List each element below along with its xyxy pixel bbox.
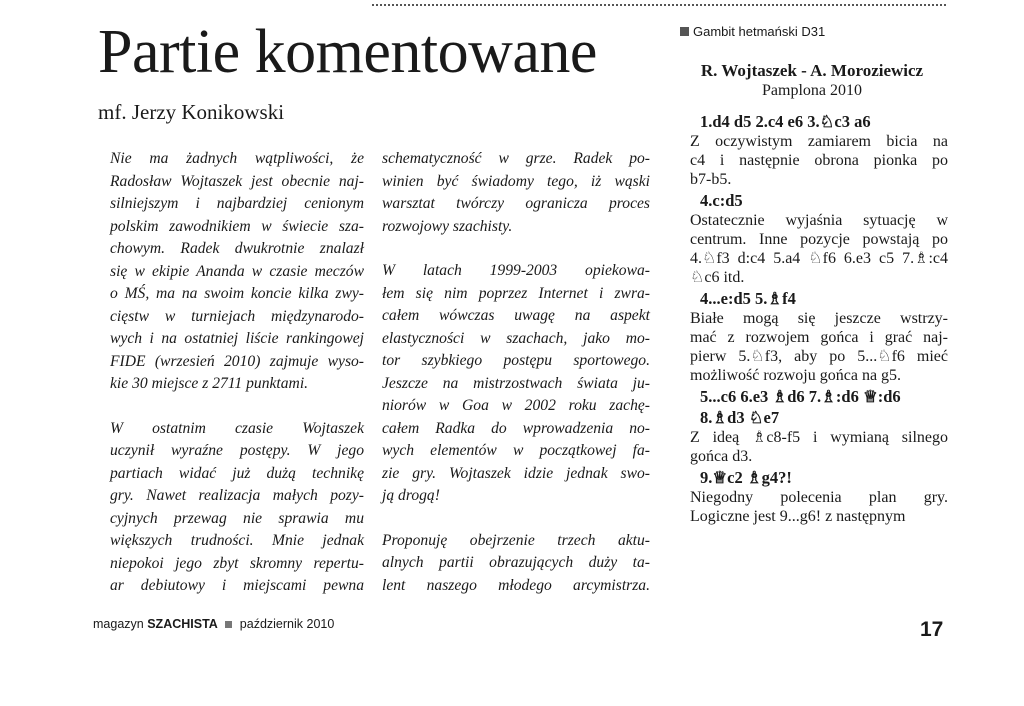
move-comment xyxy=(690,428,948,466)
text-line: Proponuję obejrzenie trzech aktu- xyxy=(382,531,650,549)
column-2-paragraph-1 xyxy=(382,148,650,238)
text-line: chowym. Radek dwukrotnie znalazł xyxy=(110,240,364,257)
move-notation: 4...e:d5 5.♗f4 xyxy=(700,289,796,308)
text-line: Radosław Wojtaszek jest obecnie naj- xyxy=(110,172,364,190)
move-comment xyxy=(690,309,948,385)
text-line: elastyczności w szachach, jako mo- xyxy=(382,329,650,347)
footer-magazine-name: SZACHISTA xyxy=(147,617,218,631)
article-title: Partie komentowane xyxy=(98,18,597,86)
game-event: Pamplona 2010 xyxy=(762,82,862,99)
comment-line: centrum. Inne pozycje powstają po xyxy=(690,231,948,248)
text-line: się w ekipie Ananda w czasie meczów xyxy=(110,262,364,280)
text-line: polskim zawodnikiem w świecie sza- xyxy=(110,217,364,235)
text-line: tor szybkiego postępu sportowego. xyxy=(382,352,650,369)
text-line: partiach widać już dużą technikę xyxy=(110,464,364,482)
comment-line: c4 i następnie obrona pionka po xyxy=(690,152,948,169)
text-line: silniejszym i najbardziej cenionym xyxy=(110,195,364,212)
comment-line: Ostatecznie wyjaśnia sytuację w xyxy=(690,212,948,229)
text-line: wych elementów w początkowej fa- xyxy=(382,442,650,459)
move-notation: 5...c6 6.e3 ♗d6 7.♗:d6 ♕:d6 xyxy=(700,387,901,406)
comment-line: Z ideą ♗c8-f5 i wymianą silnego xyxy=(690,429,948,446)
comment-line: mać z rozwojem gońca i grać naj- xyxy=(690,329,948,346)
comment-line: pierw 5.♘f3, aby po 5...♘f6 mieć xyxy=(690,348,948,365)
footer-issue: październik 2010 xyxy=(239,617,335,631)
move-notation: 8.♗d3 ♘e7 xyxy=(700,408,780,427)
top-dotted-rule xyxy=(372,4,946,6)
text-line: FIDE (wrzesień 2010) zajmuje wyso- xyxy=(110,352,364,370)
square-bullet-icon xyxy=(225,621,232,628)
text-line: cięstw w turniejach międzynarodo- xyxy=(110,307,364,325)
move-list xyxy=(676,112,948,526)
text-line: łem się nim poprzez Internet i zwra- xyxy=(382,284,650,302)
comment-line: możliwość rozwoju gońca na g5. xyxy=(690,367,902,384)
move-comment xyxy=(690,211,948,287)
comment-line: ♘c6 itd. xyxy=(690,269,745,286)
text-line: kie 30 miejsce z 2711 punktami. xyxy=(110,375,309,392)
game-players: R. Wojtaszek - A. Moroziewicz xyxy=(700,61,924,80)
column-1-paragraph-2 xyxy=(110,418,364,598)
comment-line: Niegodny polecenia plan gry. xyxy=(690,489,948,506)
text-line: większych trudności. Mnie jednak xyxy=(110,532,364,549)
column-2-paragraph-3 xyxy=(382,530,650,598)
move-comment xyxy=(690,488,948,526)
column-1 xyxy=(110,148,364,598)
text-line: całem Radka do wprowadzenia no- xyxy=(382,419,650,437)
comment-line: Logiczne jest 9...g6! z następnym xyxy=(690,508,906,525)
text-line: niorów w Goa w 2002 roku zachę- xyxy=(382,397,650,414)
text-line: wych i na ostatniej liście rankingowej xyxy=(110,330,364,347)
column-1-paragraph-1 xyxy=(110,148,364,396)
text-line: o MŚ, ma na swoim koncie kilka zwy- xyxy=(110,285,364,302)
comment-line: Z oczywistym zamiarem bicia na xyxy=(690,133,948,150)
move-notation: 9.♕c2 ♗g4?! xyxy=(700,468,792,487)
comment-line: 4.♘f3 d:c4 5.a4 ♘f6 6.e3 c5 7.♗:c4 xyxy=(690,250,948,267)
text-line: warsztat twórczy ogranicza proces xyxy=(382,195,650,212)
text-line: W ostatnim czasie Wojtaszek xyxy=(110,419,364,437)
text-line: rozwojowy szachisty. xyxy=(382,217,513,235)
text-line: W latach 1999-2003 opiekowa- xyxy=(382,262,650,279)
text-line: schematyczność w grze. Radek po- xyxy=(382,150,650,167)
move-comment xyxy=(690,132,948,189)
page-number: 17 xyxy=(920,618,944,641)
text-line: Nie ma żadnych wątpliwości, że xyxy=(110,150,364,167)
opening-line xyxy=(680,24,948,39)
text-line: zie gry. Wojtaszek idzie jednak swo- xyxy=(382,464,650,482)
text-line: Jeszcze na mistrzostwach świata ju- xyxy=(382,374,650,392)
text-line: winien być świadomy tego, iż wąski xyxy=(382,172,650,190)
footer-magazine-prefix: magazyn xyxy=(93,617,144,631)
comment-line: Białe mogą się jeszcze wstrzy- xyxy=(690,310,948,327)
column-2 xyxy=(382,148,650,597)
text-line: uczynił wyraźne postępy. W jego xyxy=(110,442,364,459)
opening-name: Gambit hetmański D31 xyxy=(693,24,826,39)
move-notation: 1.d4 d5 2.c4 e6 3.♘c3 a6 xyxy=(700,112,871,131)
text-line: cyjnych przewag nie sprawia mu xyxy=(110,509,364,527)
comment-line: gońca d3. xyxy=(690,448,753,465)
text-line: całem wówczas uwagę na aspekt xyxy=(382,307,650,324)
text-line: ar debiutowy i miejscami pewna xyxy=(110,577,364,594)
text-line: gry. Nawet realizacja małych pozy- xyxy=(110,487,364,504)
game-column xyxy=(676,24,948,526)
text-line: niepokoi jego zbyt skromny repertu- xyxy=(110,554,364,572)
article-author: mf. Jerzy Konikowski xyxy=(98,100,285,124)
column-2-paragraph-2 xyxy=(382,260,650,508)
text-line: ją drogą! xyxy=(382,487,440,504)
comment-line: b7-b5. xyxy=(690,171,732,188)
move-notation: 4.c:d5 xyxy=(700,191,743,210)
footer xyxy=(93,617,334,631)
text-line: lent naszego młodego arcymistrza. xyxy=(382,576,650,594)
square-bullet-icon xyxy=(680,27,689,36)
text-line: alnych partii obrazujących duży ta- xyxy=(382,554,650,571)
